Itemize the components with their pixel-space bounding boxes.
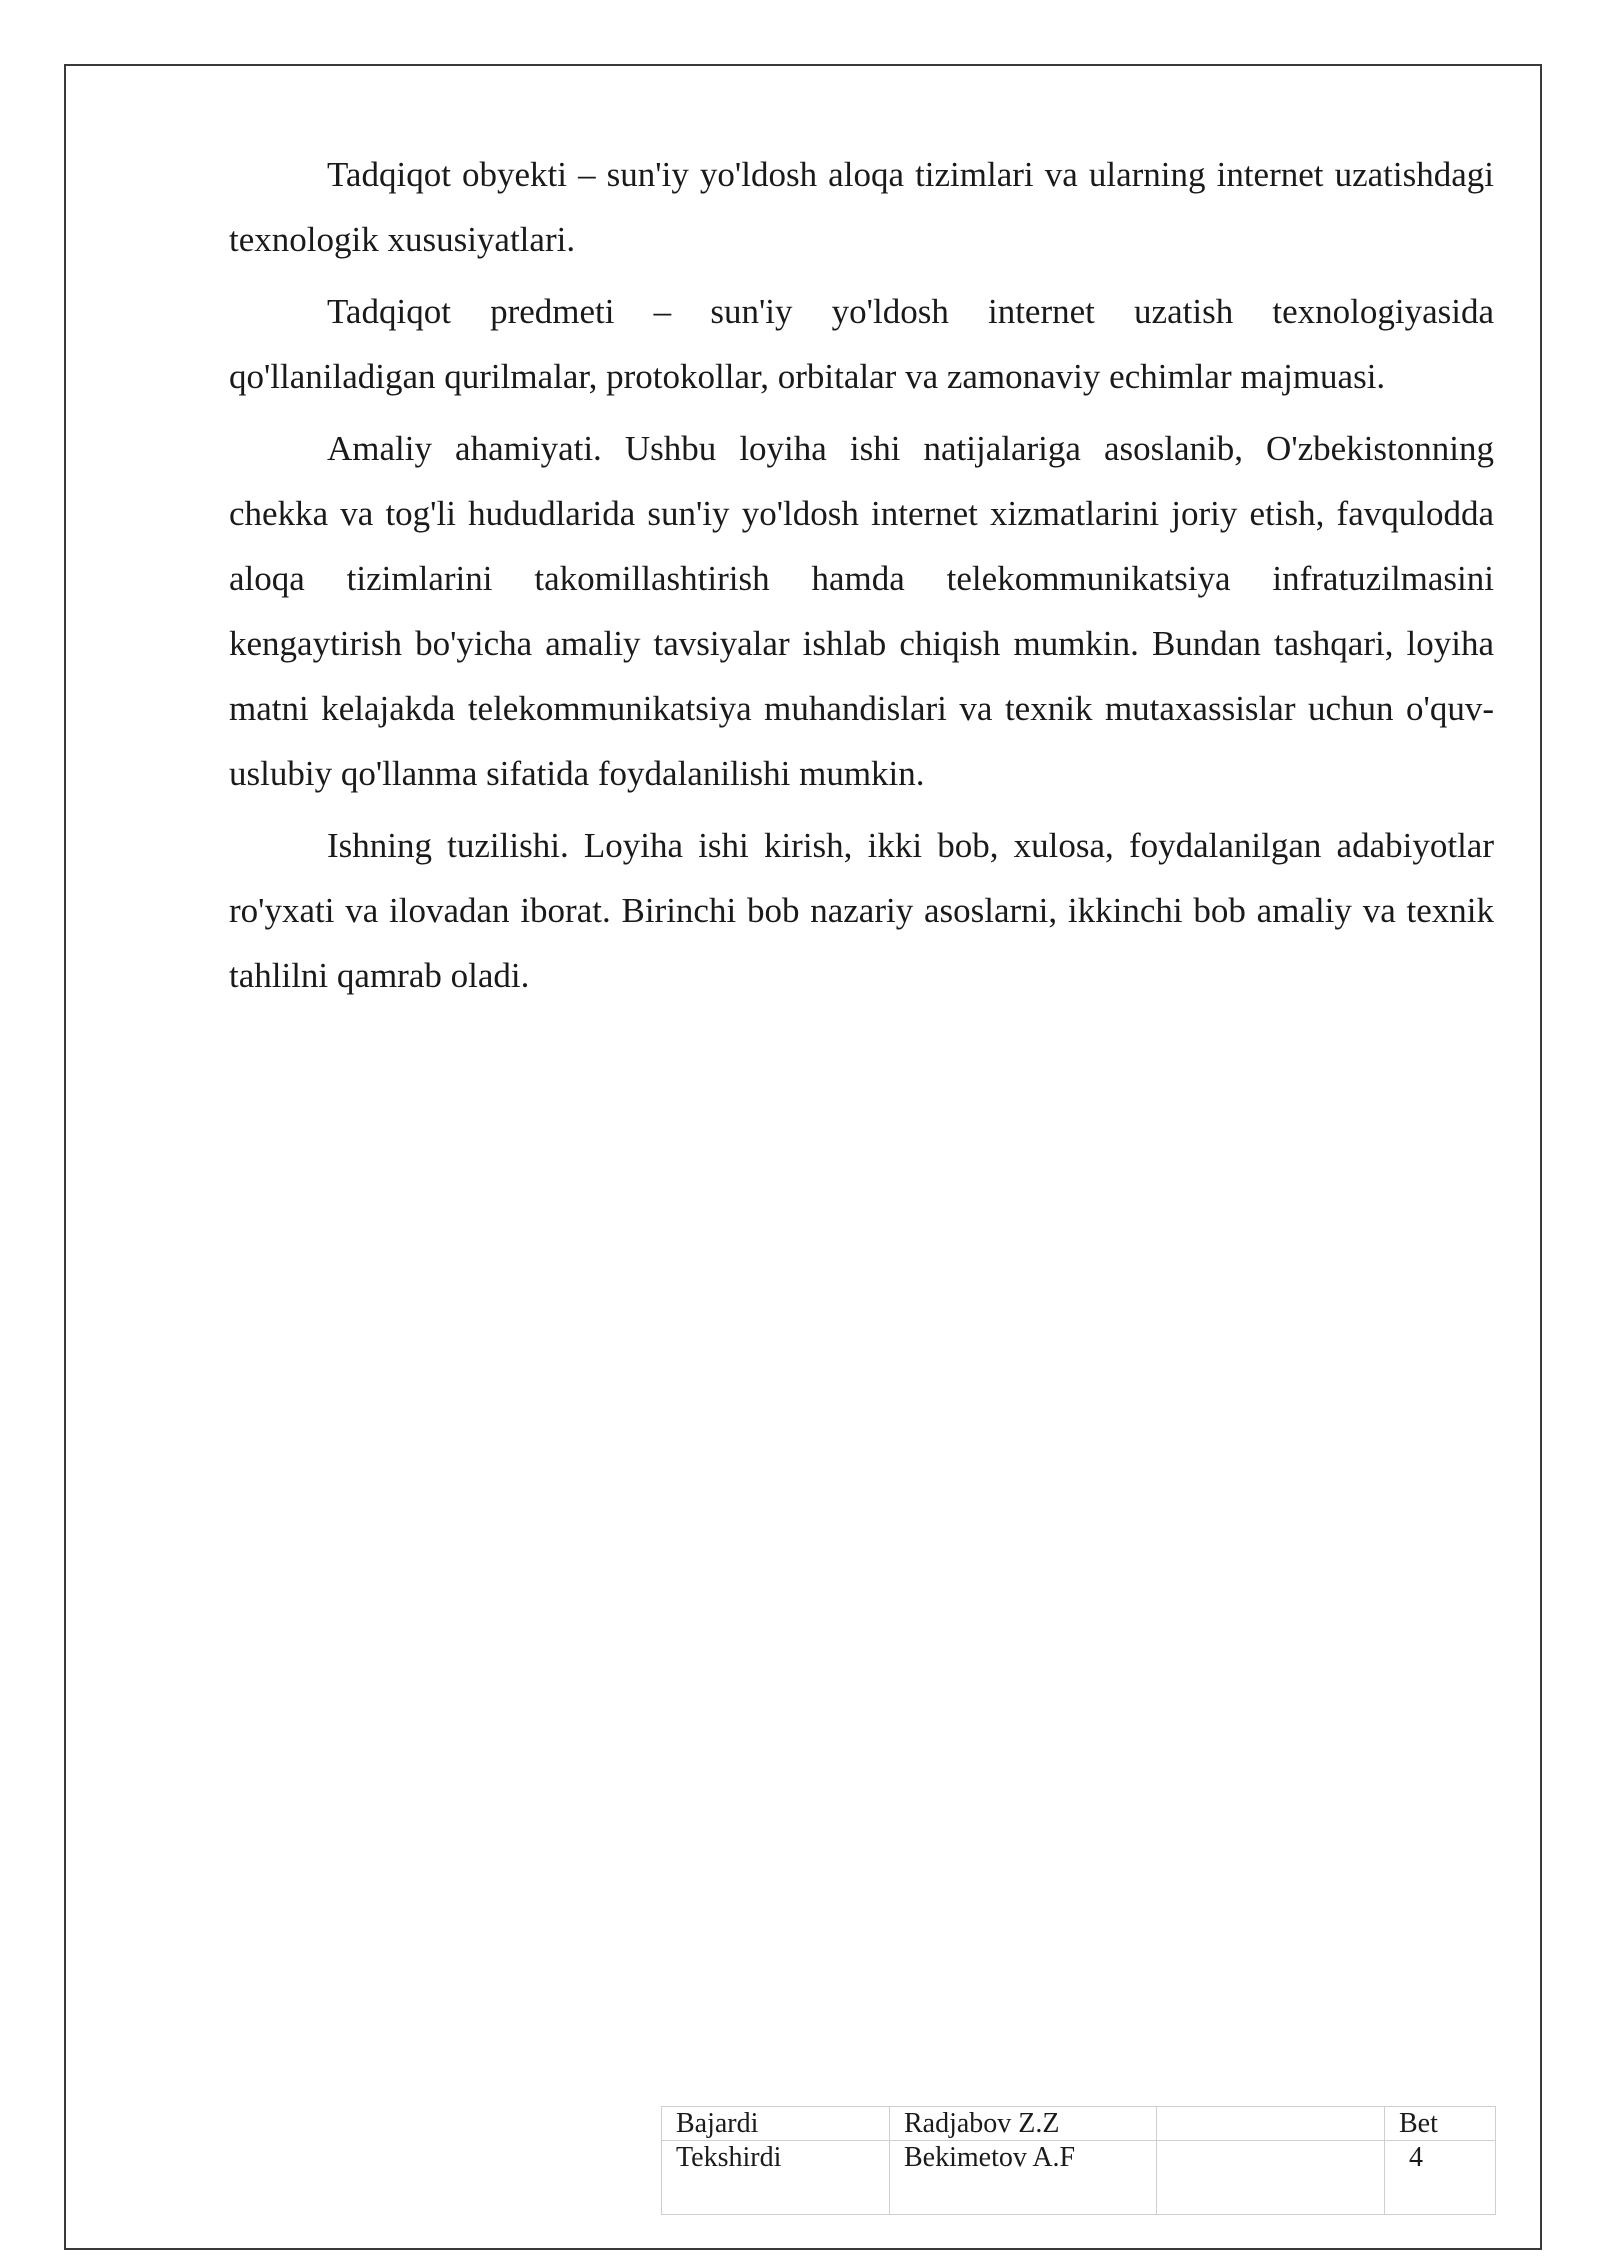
stamp-performed-label: Bajardi (662, 2107, 890, 2141)
document-body (229, 142, 1494, 1015)
stamp-checked-name: Bekimetov A.F (890, 2141, 1157, 2215)
stamp-empty-cell (1157, 2107, 1385, 2141)
stamp-empty-cell (1157, 2141, 1385, 2215)
stamp-page-label: Bet (1385, 2107, 1496, 2141)
title-block-stamp (661, 2106, 1496, 2215)
paragraph-research-object: Tadqiqot obyekti – sun'iy yo'ldosh aloqa tizimlari va ularning internet uzatishdagi texnologik xususiyatlari. (229, 155, 1494, 259)
paragraph-research-subject: Tadqiqot predmeti – sun'iy yo'ldosh internet uzatish texnologiyasida qo'llaniladigan qurilmalar, protokollar, orbitalar va zamonaviy echimlar majmuasi. (229, 292, 1494, 396)
paragraph-practical-significance: Amaliy ahamiyati. Ushbu loyiha ishi natijalariga asoslanib, O'zbekistonning chekka va tog'li hududlarida sun'iy yo'ldosh internet xizmatlarini joriy etish, favqulodda aloqa tizimlarini takomillashtirish hamda telekommunikatsiya infratuzilmasini kengaytirish bo'yicha amaliy tavsiyalar ishlab chiqish mumkin. Bundan tashqari, loyiha matni kelajakda telekommunikatsiya muhandislari va texnik mutaxassislar uchun o'quv-uslubiy qo'llanma sifatida foydalanilishi mumkin. (229, 429, 1494, 793)
stamp-page-number: 4 (1385, 2141, 1496, 2215)
stamp-performed-name: Radjabov Z.Z (890, 2107, 1157, 2141)
paragraph-work-structure: Ishning tuzilishi. Loyiha ishi kirish, ikki bob, xulosa, foydalanilgan adabiyotlar ro'yxati va ilovadan iborat. Birinchi bob nazariy asoslarni, ikkinchi bob amaliy va texnik tahlilni qamrab oladi. (229, 826, 1494, 995)
stamp-row-performed (662, 2107, 1496, 2141)
stamp-row-checked (662, 2141, 1496, 2215)
stamp-checked-label: Tekshirdi (662, 2141, 890, 2215)
